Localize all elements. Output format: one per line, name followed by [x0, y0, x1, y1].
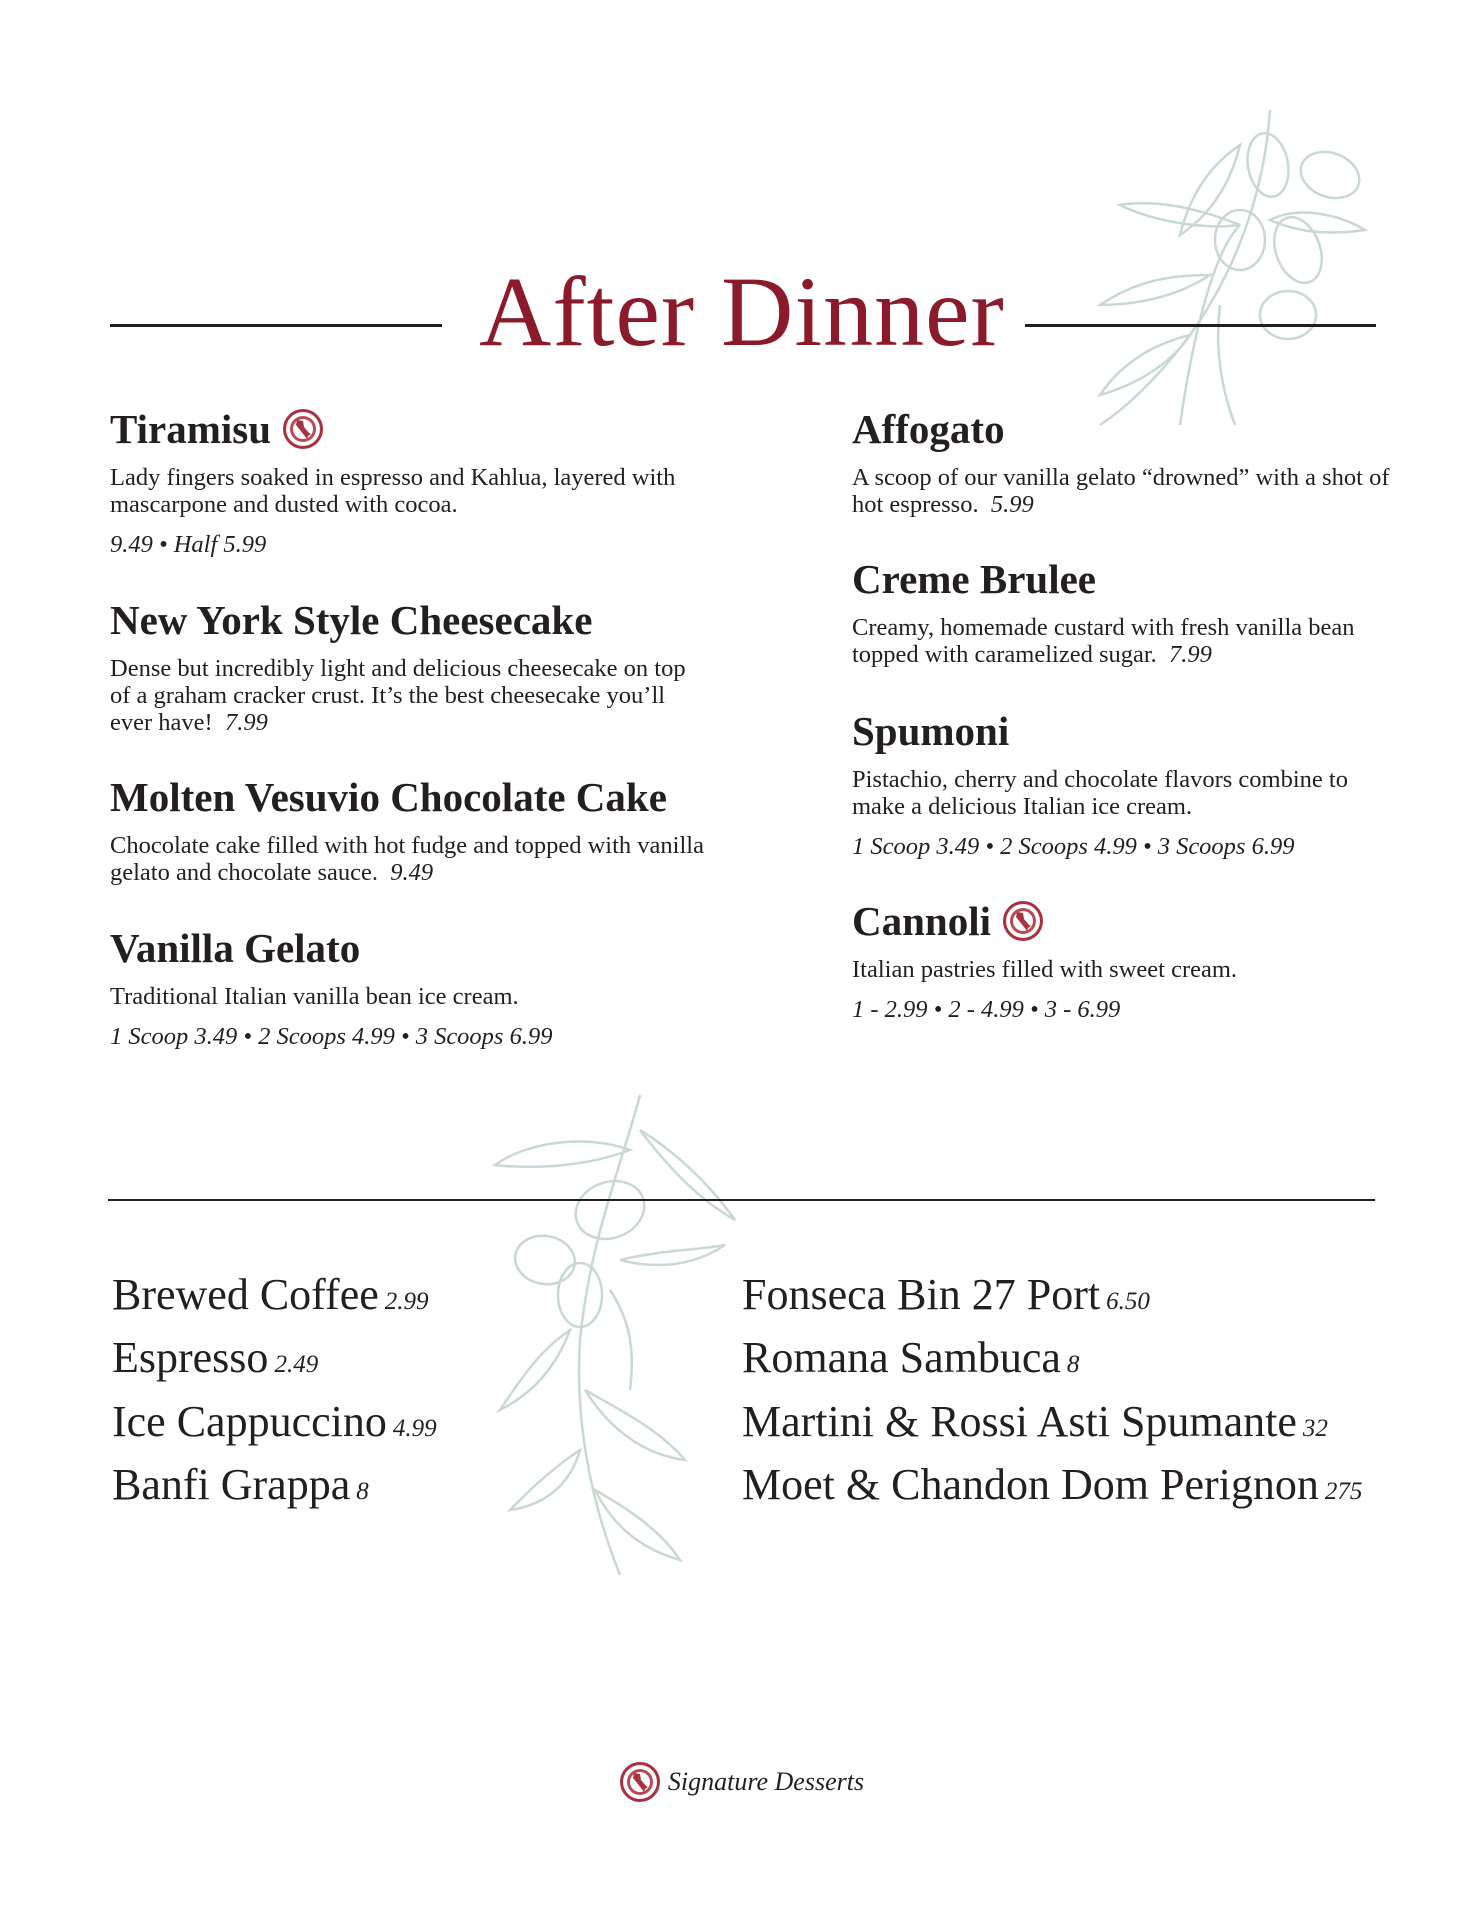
item-price: 7.99 — [1169, 641, 1212, 668]
drink-price: 4.99 — [392, 1415, 437, 1442]
drink-price: 275 — [1324, 1478, 1363, 1505]
menu-item — [852, 406, 1484, 518]
item-price: 9.49 • Half 5.99 — [110, 531, 267, 558]
item-description: Italian pastries filled with sweet cream. — [852, 956, 1238, 983]
drink-name: Romana Sambuca — [742, 1333, 1061, 1382]
page-title: After Dinner — [479, 256, 1005, 367]
legend-label: Signature Desserts — [667, 1767, 865, 1796]
drink-item — [742, 1270, 1150, 1327]
item-price: 5.99 — [990, 491, 1034, 518]
drink-price: 8 — [1066, 1351, 1080, 1378]
item-description: Dense but incredibly light and delicious cheesecake on top of a graham cracker crust. It’s the best cheesecake you’ll ever have! — [110, 655, 686, 736]
item-name: Tiramisu — [110, 406, 271, 452]
drink-name: Brewed Coffee — [112, 1270, 379, 1319]
signature-seal-icon — [1003, 901, 1043, 941]
drink-name: Espresso — [112, 1333, 269, 1382]
drink-item — [112, 1270, 429, 1327]
drink-name: Fonseca Bin 27 Port — [742, 1270, 1101, 1319]
item-description: Chocolate cake filled with hot fudge and topped with vanilla gelato and chocolate sauce. — [110, 832, 704, 886]
item-description: A scoop of our vanilla gelato “drowned” with a shot of hot espresso. — [852, 464, 1390, 518]
drink-name: Martini & Rossi Asti Spumante — [742, 1397, 1297, 1446]
item-description: Pistachio, cherry and chocolate flavors combine to make a delicious Italian ice cream. — [852, 766, 1348, 820]
item-name: Vanilla Gelato — [110, 925, 361, 971]
item-description: Traditional Italian vanilla bean ice cream. — [110, 983, 519, 1010]
item-name: New York Style Cheesecake — [110, 597, 593, 643]
item-price: 9.49 — [390, 859, 434, 886]
menu-item — [110, 597, 750, 736]
item-name: Molten Vesuvio Chocolate Cake — [110, 774, 667, 820]
olive-branch-middle-icon — [470, 1090, 750, 1580]
drink-price: 6.50 — [1106, 1288, 1150, 1315]
drink-price: 8 — [356, 1478, 369, 1505]
drink-item — [742, 1333, 1079, 1390]
menu-item — [110, 925, 750, 1050]
item-name: Creme Brulee — [852, 556, 1096, 602]
item-description: Creamy, homemade custard with fresh vanilla bean topped with caramelized sugar. — [852, 614, 1355, 668]
menu-item — [852, 898, 1484, 1023]
menu-item — [110, 406, 750, 558]
drink-name: Banfi Grappa — [112, 1460, 351, 1509]
item-price: 1 Scoop 3.49 • 2 Scoops 4.99 • 3 Scoops 6.99 — [110, 1023, 553, 1050]
drink-price: 2.99 — [384, 1288, 429, 1315]
section-divider — [108, 1199, 1375, 1201]
menu-item — [110, 774, 750, 886]
item-price: 1 - 2.99 • 2 - 4.99 • 3 - 6.99 — [852, 996, 1121, 1023]
drink-price: 32 — [1302, 1415, 1328, 1442]
signature-seal-icon — [620, 1762, 660, 1802]
drink-item — [742, 1397, 1328, 1454]
signature-seal-icon — [283, 409, 323, 449]
drink-item — [112, 1333, 318, 1390]
menu-item — [852, 556, 1484, 668]
item-price: 1 Scoop 3.49 • 2 Scoops 4.99 • 3 Scoops 6.99 — [852, 833, 1295, 860]
drink-name: Ice Cappuccino — [112, 1397, 387, 1446]
item-description: Lady fingers soaked in espresso and Kahlua, layered with mascarpone and dusted with cocoa. — [110, 464, 676, 518]
drink-item — [112, 1460, 369, 1517]
drink-item — [742, 1460, 1362, 1517]
drink-price: 2.49 — [274, 1351, 319, 1378]
menu-item — [852, 708, 1484, 860]
item-name: Spumoni — [852, 708, 1010, 754]
drink-item — [112, 1397, 437, 1454]
item-name: Affogato — [852, 406, 1005, 452]
drink-name: Moet & Chandon Dom Perignon — [742, 1460, 1319, 1509]
item-price: 7.99 — [224, 709, 268, 736]
signature-legend — [0, 1762, 1484, 1802]
item-name: Cannoli — [852, 898, 991, 944]
